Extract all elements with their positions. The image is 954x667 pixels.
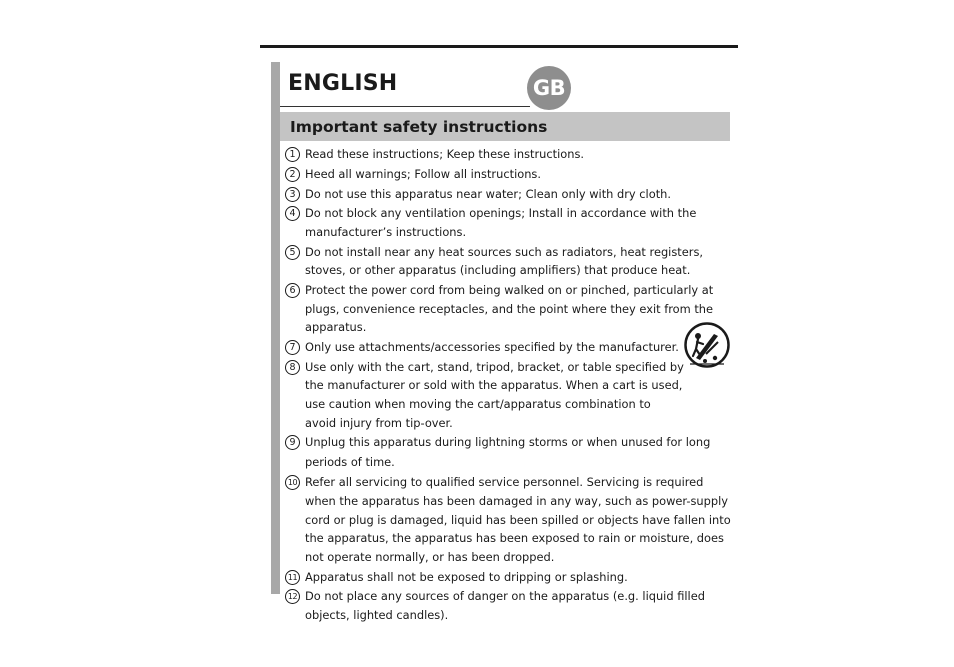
item-text: Only use attachments/accessories specified by the manufacturer. xyxy=(305,340,679,355)
item-number: 9 xyxy=(285,435,300,450)
instruction-item xyxy=(284,185,734,204)
item-number: 2 xyxy=(285,167,300,182)
item-text: Use only with the cart, stand, tripod, bracket, or table specified by the manufacturer or sold with the apparatus. When a cart is used, use caution when moving the cart/apparatus combination to avoid injury from tip-over. xyxy=(305,359,684,430)
item-text: Protect the power cord from being walked on or pinched, particularly at plugs, convenience receptacles, and the point where they exit from the apparatus. xyxy=(305,283,714,335)
instruction-item xyxy=(284,358,734,432)
item-number: 8 xyxy=(285,360,300,375)
item-text: Do not use this apparatus near water; Clean only with dry cloth. xyxy=(305,186,671,201)
instruction-item xyxy=(284,433,734,472)
item-text: Unplug this apparatus during lightning storms or when unused for long periods of time. xyxy=(305,435,711,469)
instruction-item xyxy=(284,281,734,337)
item-text: Do not place any sources of danger on the apparatus (e.g. liquid filled objects, lighted candles). xyxy=(305,589,705,622)
item-text: Apparatus shall not be exposed to dripping or splashing. xyxy=(305,569,628,584)
page-title: ENGLISH xyxy=(288,71,398,96)
cart-tip-over-warning-icon xyxy=(684,322,730,368)
item-number: 1 xyxy=(285,147,300,162)
item-text: Heed all warnings; Follow all instructions. xyxy=(305,166,541,181)
item-number: 7 xyxy=(285,340,300,355)
item-number: 3 xyxy=(285,187,300,202)
title-underline xyxy=(280,106,530,107)
item-number: 6 xyxy=(285,283,300,298)
item-text: Do not block any ventilation openings; Install in accordance with the manufacturer’s instructions. xyxy=(305,206,697,239)
language-badge: GB xyxy=(527,66,571,110)
section-header xyxy=(280,112,730,141)
item-number: 12 xyxy=(285,589,300,604)
top-rule xyxy=(260,45,738,48)
item-number: 5 xyxy=(285,245,300,260)
instruction-list xyxy=(284,145,734,626)
section-title: Important safety instructions xyxy=(290,118,548,136)
side-bar xyxy=(271,62,280,594)
item-text: Refer all servicing to qualified service personnel. Servicing is required when the apparatus has been damaged in any way, such as power-supply cord or plug is damaged, liquid has been spilled or objects have fallen into the apparatus, the apparatus has been exposed to rain or moisture, does not operate normally, or has been dropped. xyxy=(305,475,731,564)
instruction-item xyxy=(284,338,734,357)
instruction-item xyxy=(284,165,734,184)
item-number: 4 xyxy=(285,206,300,221)
item-text: Read these instructions; Keep these instructions. xyxy=(305,147,585,161)
instruction-item xyxy=(284,473,734,566)
item-number: 10 xyxy=(285,475,300,490)
item-text: Do not install near any heat sources such as radiators, heat registers, stoves, or other apparatus (including amplifiers) that produce heat. xyxy=(305,244,703,278)
instruction-item xyxy=(284,204,734,241)
instruction-item xyxy=(284,145,734,164)
instruction-item xyxy=(284,587,734,624)
item-number: 11 xyxy=(285,570,300,585)
instruction-item xyxy=(284,568,734,587)
instruction-item xyxy=(284,243,734,280)
